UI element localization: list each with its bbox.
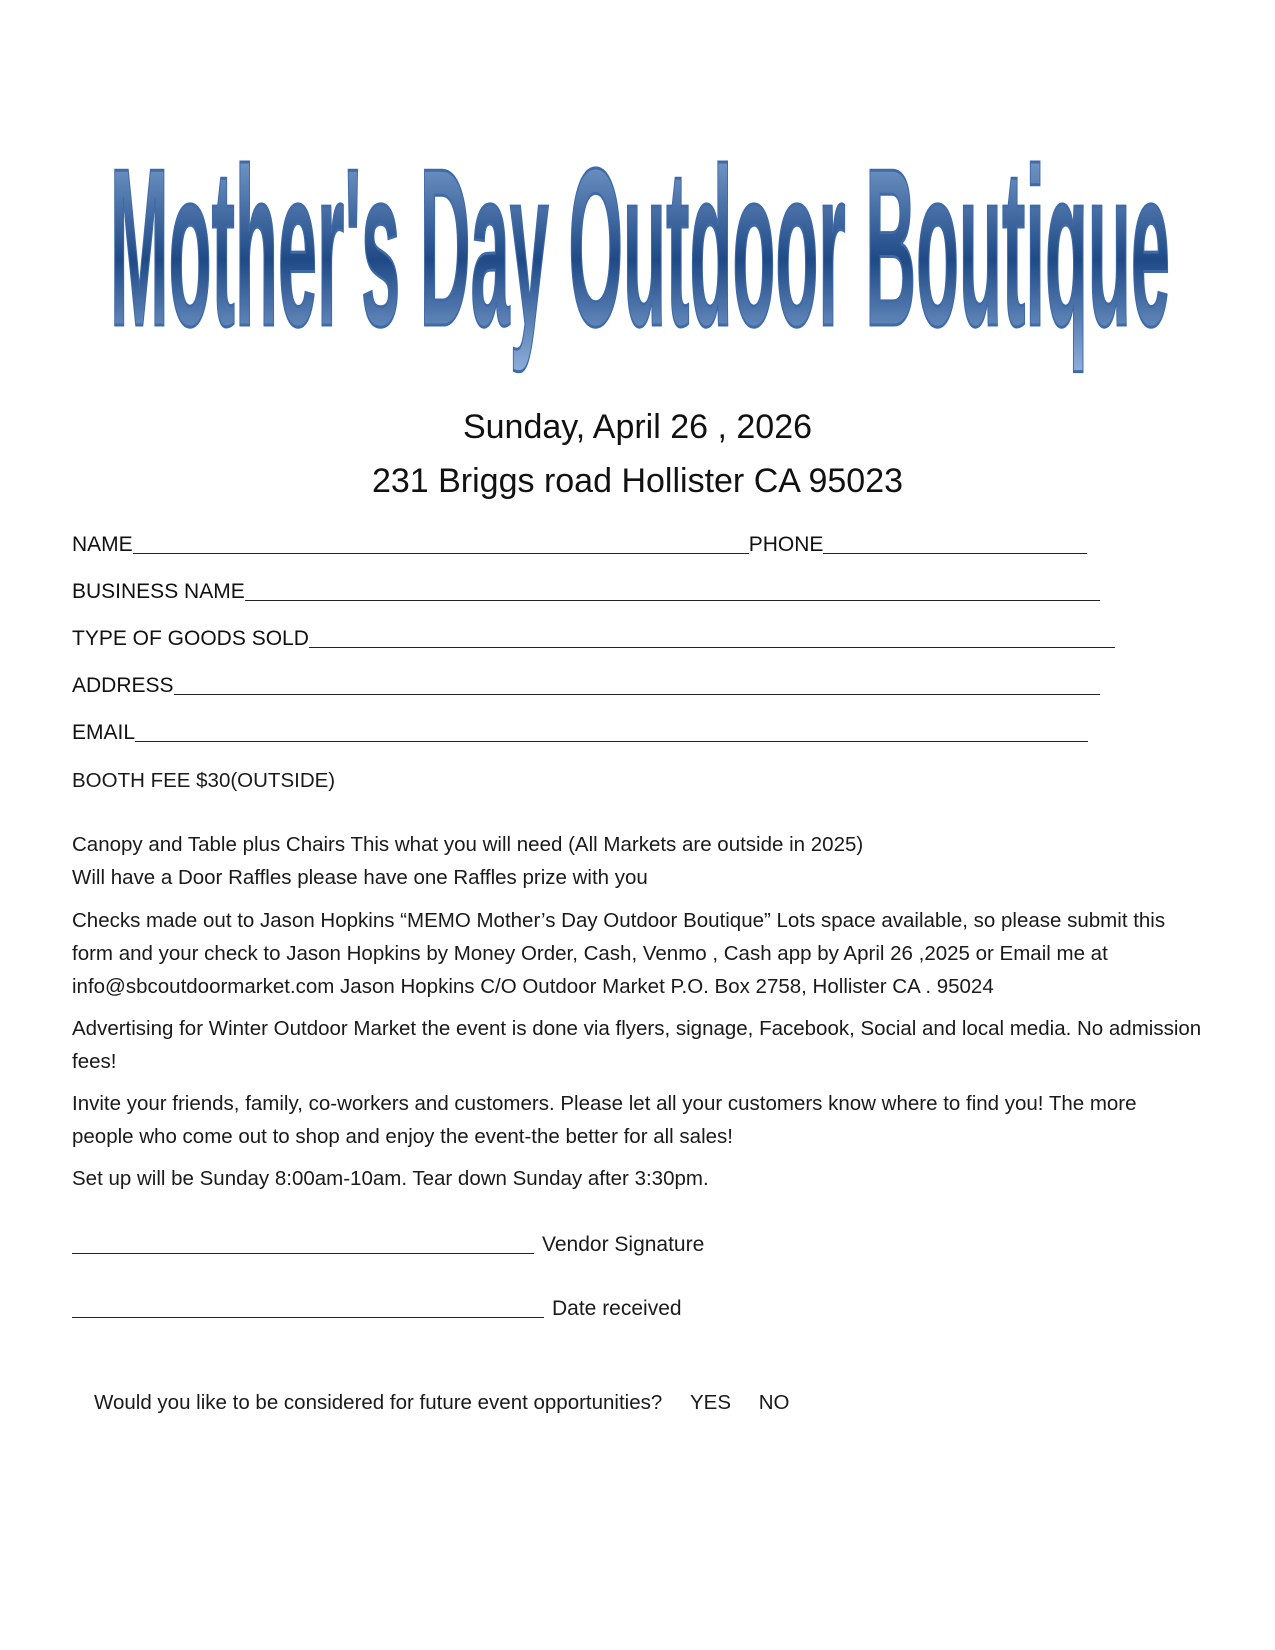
page-title: Mother's Day Outdoor Boutique	[109, 121, 1170, 374]
event-address: 231 Briggs road Hollister CA 95023	[371, 462, 904, 500]
future-events-question-row	[72, 1386, 1202, 1419]
phone-label: PHONE	[748, 533, 824, 556]
name-phone-row	[72, 533, 1087, 557]
name-label: NAME	[72, 533, 133, 556]
needs-section	[72, 828, 1202, 894]
business-name-row	[72, 580, 1100, 604]
business-name-label: BUSINESS NAME	[72, 580, 245, 603]
address-row	[72, 674, 1100, 698]
vendor-signature-row	[72, 1233, 704, 1257]
address-input-line[interactable]	[174, 676, 1100, 695]
setup-line: Set up will be Sunday 8:00am-10am. Tear down Sunday after 3:30pm.	[72, 1167, 709, 1190]
goods-sold-label: TYPE OF GOODS SOLD	[72, 627, 309, 650]
no-option[interactable]: NO	[758, 1391, 790, 1414]
email-row	[72, 721, 1088, 745]
needs-line-2: Will have a Door Raffles please have one Raffles prize with you	[72, 866, 648, 889]
future-events-question: Would you like to be considered for future event opportunities?	[94, 1391, 663, 1414]
address-label: ADDRESS	[72, 674, 174, 697]
yes-option[interactable]: YES	[689, 1391, 732, 1414]
date-received-line[interactable]	[72, 1299, 544, 1318]
email-input-line[interactable]	[135, 723, 1088, 742]
date-received-label: Date received	[552, 1297, 682, 1320]
advertising-paragraph: Advertising for Winter Outdoor Market the event is done via flyers, signage, Facebook, Social and local media. No admission fees!	[72, 1017, 1202, 1073]
needs-line-1: Canopy and Table plus Chairs This what you will need (All Markets are outside in 2025)	[72, 833, 864, 856]
date-received-row	[72, 1297, 682, 1321]
checks-paragraph: Checks made out to Jason Hopkins “MEMO Mother’s Day Outdoor Boutique” Lots space available, so please submit this form and your check to Jason Hopkins by Money Order, Cash, Venmo , Cash app by April 26 ,2025 or Email me at info@sbcoutdoormarket.com Jason Hopkins C/O Outdoor Market P.O. Box 2758, Hollister CA . 95024	[72, 909, 1166, 998]
vendor-signature-line[interactable]	[72, 1235, 534, 1254]
email-label: EMAIL	[72, 721, 136, 744]
booth-fee: BOOTH FEE $30(OUTSIDE)	[72, 769, 336, 792]
goods-sold-row	[72, 627, 1115, 651]
vendor-signature-label: Vendor Signature	[542, 1233, 705, 1256]
invite-paragraph: Invite your friends, family, co-workers and customers. Please let all your customers know where to find you! The more people who come out to shop and enjoy the event-the better for all sales!	[72, 1092, 1137, 1148]
title-wordart	[60, 85, 1220, 395]
goods-sold-input-line[interactable]	[309, 629, 1115, 648]
business-name-input-line[interactable]	[245, 582, 1100, 601]
name-input-line[interactable]	[133, 535, 749, 554]
event-date: Sunday, April 26 , 2026	[462, 408, 813, 446]
phone-input-line[interactable]	[823, 535, 1087, 554]
